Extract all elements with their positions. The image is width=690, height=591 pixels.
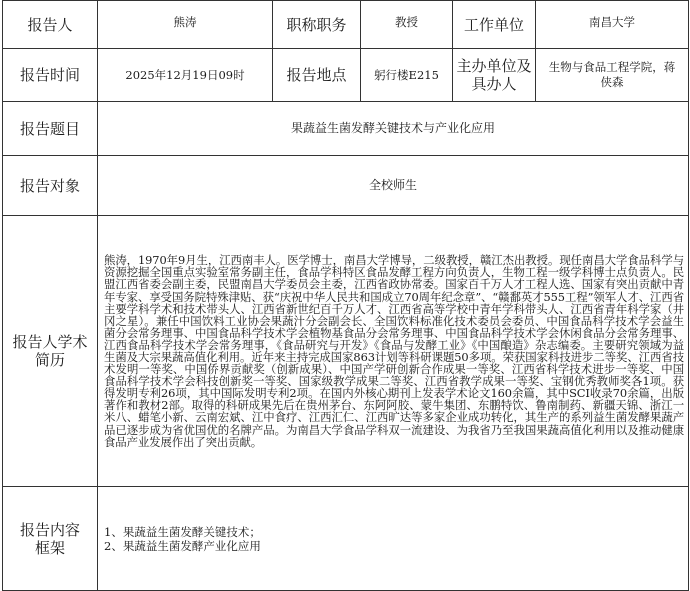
time-label: 报告时间 bbox=[3, 49, 98, 102]
venue-label: 报告地点 bbox=[273, 49, 361, 102]
report-info-table bbox=[2, 0, 689, 591]
row-audience bbox=[3, 156, 689, 216]
bio-label: 报告人学术简历 bbox=[3, 216, 98, 487]
row-bio bbox=[3, 216, 689, 487]
time-value: 2025年12月19日09时 bbox=[98, 49, 273, 102]
title-value: 教授 bbox=[361, 1, 453, 49]
row-time-venue bbox=[3, 49, 689, 102]
outline-list bbox=[98, 487, 689, 591]
employer-value: 南昌大学 bbox=[536, 1, 689, 49]
row-reporter bbox=[3, 1, 689, 49]
reporter-label: 报告人 bbox=[3, 1, 98, 49]
outline-label: 报告内容框架 bbox=[3, 487, 98, 591]
row-topic bbox=[3, 102, 689, 156]
employer-label: 工作单位 bbox=[453, 1, 536, 49]
venue-value: 躬行楼E215 bbox=[361, 49, 453, 102]
audience-label: 报告对象 bbox=[3, 156, 98, 216]
outline-item: 1、果蔬益生菌发酵关键技术； bbox=[104, 524, 261, 539]
audience-value: 全校师生 bbox=[98, 156, 689, 216]
title-label: 职称职务 bbox=[273, 1, 361, 49]
topic-label: 报告题目 bbox=[3, 102, 98, 156]
bio-text: 熊涛，1970年9月生，江西南丰人。医学博士，南昌大学博导，二级教授，赣江杰出教授。现任南昌大学食品科学与资源挖掘全国重点实验室常务副主任，食品学科特区食品发酵工程方向负责人，生物工程一级学科博士点负责人。民盟江西省委会副主委，民盟南昌大学委员会主委，江西省政协常委。国家百千万人才工程人选、国家有突出贡献中青年专家、享受国务院特殊津贴、获“庆祝中华人民共和国成立70周年纪念章”、“赣鄱英才555工程”领军人才、江西省主要学科学术和技术带头人、江西省新世纪百千万人才、江西省高等学校中青年学科带头人、江西省青年科学家（井冈之星）。兼任中国饮料工业协会果蔬汁分会副会长、全国饮料标准化技术委员会委员、中国食品科学技术学会益生菌分会常务理事、中国食品科学技术学会植物基食品分会常务理事、中国食品科学技术学会休闲食品分会常务理事、江西食品科学技术学会常务理事，《食品研究与开发》《食品与发酵工业》《中国酿造》杂志编委。主要研究领域为益生菌及大宗果蔬高值化利用。近年来主持完成国家863计划等科研课题50多项。荣获国家科技进步二等奖、江西省技术发明一等奖、中国侨界贡献奖（创新成果）、中国产学研创新合作成果一等奖、江西省科学技术进步一等奖、中国食品科学技术学会科技创新奖一等奖、国家级教学成果二等奖、江西省教学成果一等奖、宝钢优秀教师奖各1项。获得发明专利26项，其中国际发明专利2项。在国内外核心期刊上发表学术论文160余篇，其中SCI收录70余篇，出版著作和教材2部。取得的科研成果先后在贵州茅台、东阿阿胶、蒙牛集团、东鹏特饮、鲁南制药、新疆天锦、浙江一米八、蜡笔小新、云南宏斌、江中食疗、江西汇仁、江西旷达等多家企业成功转化，其生产的系列益生菌发酵果蔬产品已逐步成为省优国优的名牌产品。为南昌大学食品学科双一流建设、为我省乃至我国果蔬高值化利用以及推动健康食品产业发展作出了突出贡献。 bbox=[98, 216, 689, 487]
row-outline bbox=[3, 487, 689, 591]
reporter-value: 熊涛 bbox=[98, 1, 273, 49]
organizer-label: 主办单位及具办人 bbox=[453, 49, 536, 102]
topic-value: 果蔬益生菌发酵关键技术与产业化应用 bbox=[98, 102, 689, 156]
organizer-value: 生物与食品工程学院，蒋侠森 bbox=[536, 49, 689, 102]
outline-item: 2、果蔬益生菌发酵产业化应用 bbox=[104, 538, 261, 553]
